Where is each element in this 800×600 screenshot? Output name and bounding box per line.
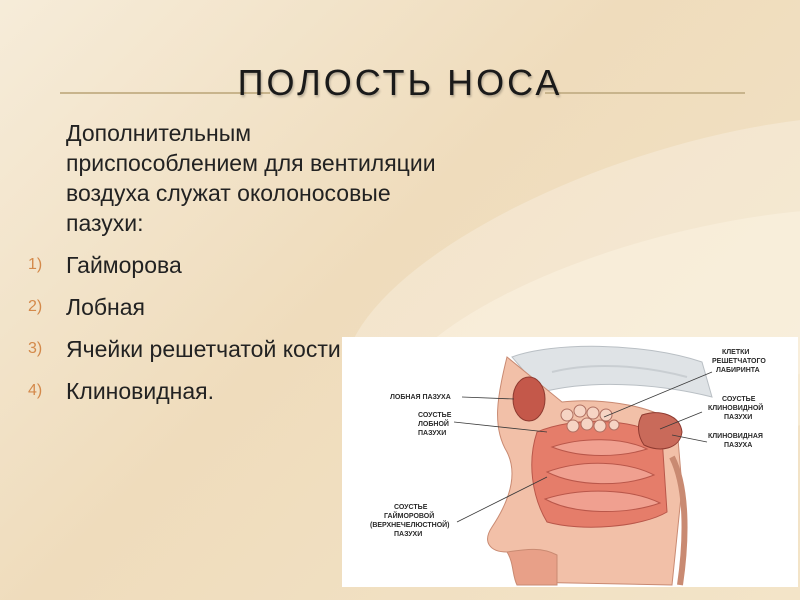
- list-item-text: Гайморова: [66, 252, 182, 278]
- list-item: [28, 250, 448, 280]
- label-ethmoid-1: КЛЕТКИ: [722, 349, 750, 356]
- list-item-text: Ячейки решетчатой кости: [66, 336, 341, 362]
- intro-paragraph: [28, 118, 448, 238]
- sphenoid-sinus: [638, 413, 682, 449]
- slide-title: ПОЛОСТЬ НОСА: [237, 62, 563, 103]
- frontal-sinus: [513, 377, 545, 421]
- label-maxillary-3: (ВЕРХНЕЧЕЛЮСТНОЙ): [370, 522, 450, 529]
- label-frontal-ostium-2: ЛОБНОЙ: [418, 421, 449, 428]
- label-ethmoid-2: РЕШЕТЧАТОГО: [712, 358, 766, 365]
- label-sphenoid-ostium-3: ПАЗУХИ: [724, 414, 753, 421]
- label-maxillary-1: СОУСТЬЕ: [394, 504, 428, 511]
- intro-text: Дополнительным приспособлением для вентиляции воздуха служат околоносовые пазухи:: [66, 120, 436, 236]
- list-item-text: Клиновидная.: [66, 378, 214, 404]
- list-number: 3): [28, 340, 43, 357]
- nasal-cavity-illustration: [342, 337, 798, 587]
- lip-region: [507, 549, 557, 585]
- list-item-text: Лобная: [66, 294, 146, 320]
- list-number: 4): [28, 382, 43, 399]
- label-frontal-ostium-1: СОУСТЬЕ: [418, 412, 452, 419]
- label-sphenoid-sinus-1: КЛИНОВИДНАЯ: [708, 433, 763, 440]
- anatomy-diagram: [342, 337, 798, 587]
- label-ethmoid-3: ЛАБИРИНТА: [716, 367, 760, 374]
- label-maxillary-2: ГАЙМОРОВОЙ: [384, 513, 435, 520]
- list-number: 1): [28, 256, 43, 273]
- label-sphenoid-ostium-1: СОУСТЬЕ: [722, 396, 756, 403]
- list-number: 2): [28, 298, 43, 315]
- label-sphenoid-sinus-2: ПАЗУХА: [724, 442, 753, 449]
- label-frontal-sinus: ЛОБНАЯ ПАЗУХА: [390, 394, 451, 401]
- label-frontal-ostium-3: ПАЗУХИ: [418, 430, 447, 437]
- label-sphenoid-ostium-2: КЛИНОВИДНОЙ: [708, 405, 764, 412]
- list-item: [28, 292, 448, 322]
- label-maxillary-4: ПАЗУХИ: [394, 531, 423, 538]
